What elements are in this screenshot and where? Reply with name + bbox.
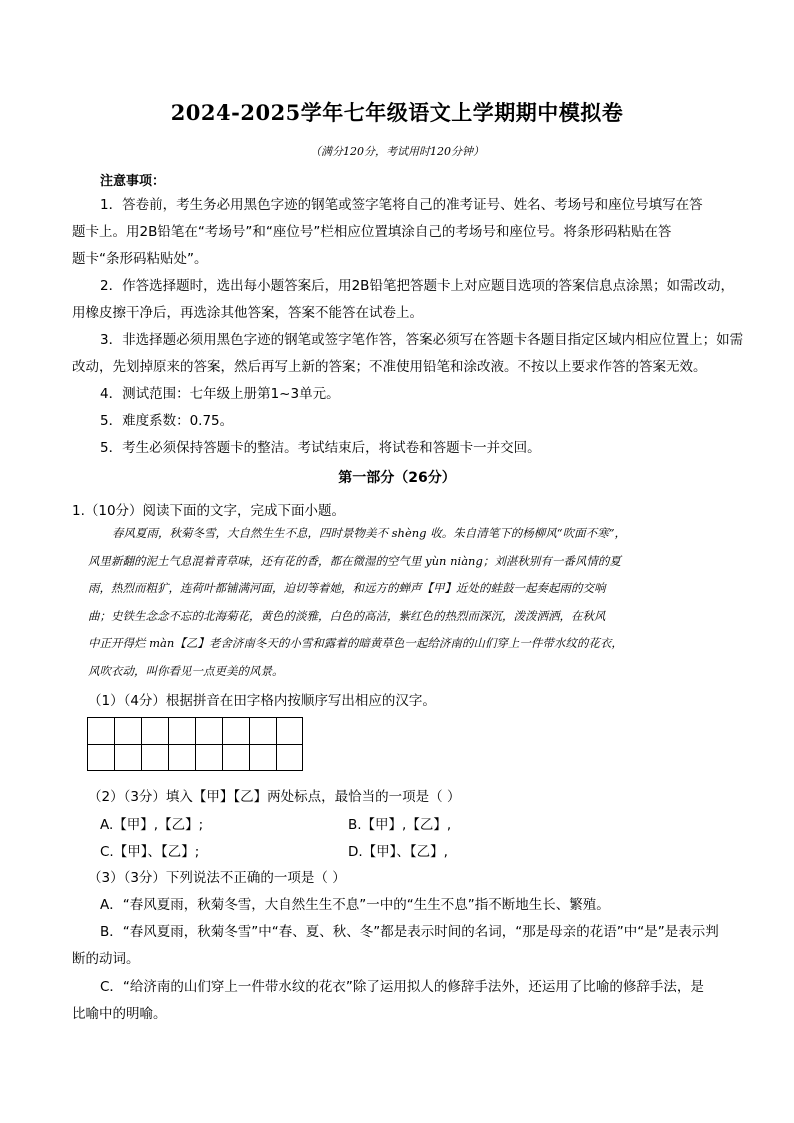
sub-question-3: （3）（3分）下列说法不正确的一项是（ ）	[88, 870, 346, 886]
notice-item-5: 5．难度系数：0.75。	[100, 413, 234, 429]
sub-question-2: （2）（3分）填入【甲】【乙】两处标点，最恰当的一项是（ ）	[88, 789, 461, 805]
tianzige-cell[interactable]	[222, 717, 249, 771]
notice-item-2-line-1: 2．作答选择题时，选出每小题答案后，用2B铅笔把答题卡上对应题目选项的答案信息点涂黑；如需改动，	[100, 278, 734, 294]
reading-passage	[88, 520, 728, 685]
option-2c[interactable]: C.【甲】、【乙】;	[100, 844, 200, 860]
section-heading: 第一部分（26分）	[338, 470, 456, 486]
notice-item-1-line-2: 题卡上。用2B铅笔在“考场号”和“座位号”栏相应位置填涂自己的考场号和座位号。将条形码粘贴在答	[72, 224, 672, 240]
option-3c-line-2[interactable]: 比喻中的明喻。	[72, 1006, 167, 1022]
tianzige-cell[interactable]	[276, 717, 303, 771]
notice-item-4: 4．测试范围：七年级上册第1~3单元。	[100, 386, 340, 402]
sub-question-1: （1）（4分）根据拼音在田字格内按顺序写出相应的汉字。	[88, 693, 436, 709]
passage-line-3: 雨，热烈而粗犷，连荷叶都铺满河面，迫切等着她，和远方的蝉声【甲】近处的蛙鼓一起奏起雨的交响	[88, 581, 606, 595]
tianzige-cell[interactable]	[195, 717, 222, 771]
option-3b-line-1[interactable]: B．“春风夏雨，秋菊冬雪”中“春、夏、秋、冬”都是表示时间的名词，“那是母亲的花语”中“是”是表示判	[100, 924, 719, 940]
tianzige-cell[interactable]	[249, 717, 276, 771]
passage-line-5: 中正开得烂 màn【乙】老舍济南冬天的小雪和露着的暗黄草色一起给济南的山们穿上一件带水纹的花衣，	[88, 636, 623, 650]
option-3a[interactable]: A．“春风夏雨，秋菊冬雪，大自然生生不息”一中的“生生不息”指不断地生长、繁殖。	[100, 897, 610, 913]
notice-item-3-line-1: 3．非选择题必须用黑色字迹的钢笔或签字笔作答，答案必须写在答题卡各题目指定区域内相应位置上；如需	[100, 332, 744, 348]
page-title: 2024-2025学年七年级语文上学期期中模拟卷	[170, 100, 624, 125]
tianzige-cell[interactable]	[87, 717, 114, 771]
notice-item-1-line-1: 1．答卷前，考生务必用黑色字迹的钢笔或签字笔将自己的准考证号、姓名、考场号和座位号填写在答	[100, 197, 703, 213]
notice-item-2-line-2: 用橡皮擦干净后，再选涂其他答案，答案不能答在试卷上。	[72, 305, 423, 321]
page-subtitle: （满分120分，考试用时120分钟）	[310, 145, 484, 158]
notice-heading: 注意事项：	[100, 174, 166, 189]
notice-item-6: 5．考生必须保持答题卡的整洁。考试结束后，将试卷和答题卡一并交回。	[100, 440, 541, 456]
passage-line-2: 风里新翻的泥土气息混着青草味，还有花的香，都在微湿的空气里 yùn niàng；刘湛秋别有一番风情的夏	[88, 553, 621, 568]
notice-item-3-line-2: 改动，先划掉原来的答案，然后再写上新的答案；不准使用铅笔和涂改液。不按以上要求作答的答案无效。	[72, 359, 707, 375]
option-2d[interactable]: D.【甲】、【乙】,	[348, 844, 448, 860]
question-1-heading: 1.（10分）阅读下面的文字，完成下面小题。	[72, 503, 346, 519]
notice-item-1-line-3: 题卡“条形码粘贴处”。	[72, 251, 208, 267]
option-2a[interactable]: A.【甲】,【乙】;	[100, 817, 204, 833]
tianzige-cell[interactable]	[141, 717, 168, 771]
option-3c-line-1[interactable]: C．“给济南的山们穿上一件带水纹的花衣”除了运用拟人的修辞手法外，还运用了比喻的修辞手法，是	[100, 979, 704, 995]
passage-line-1: 春风夏雨，秋菊冬雪，大自然生生不息，四时景物美不 shèng 收。朱自清笔下的杨柳风“吹面不寒”，	[112, 526, 626, 540]
tianzige-cell[interactable]	[114, 717, 141, 771]
notice-list	[72, 192, 744, 462]
option-2b[interactable]: B.【甲】,【乙】,	[348, 817, 452, 833]
passage-line-4: 曲；史铁生念念不忘的北海菊花，黄色的淡雅，白色的高洁，紫红色的热烈而深沉，泼泼洒洒，在秋风	[88, 608, 606, 623]
passage-line-6: 风吹衣动，叫你看见一点更美的风景。	[88, 663, 284, 678]
option-3b-line-2[interactable]: 断的动词。	[72, 951, 140, 967]
tianzige-cell[interactable]	[168, 717, 195, 771]
tianzige-grid[interactable]	[87, 717, 303, 771]
